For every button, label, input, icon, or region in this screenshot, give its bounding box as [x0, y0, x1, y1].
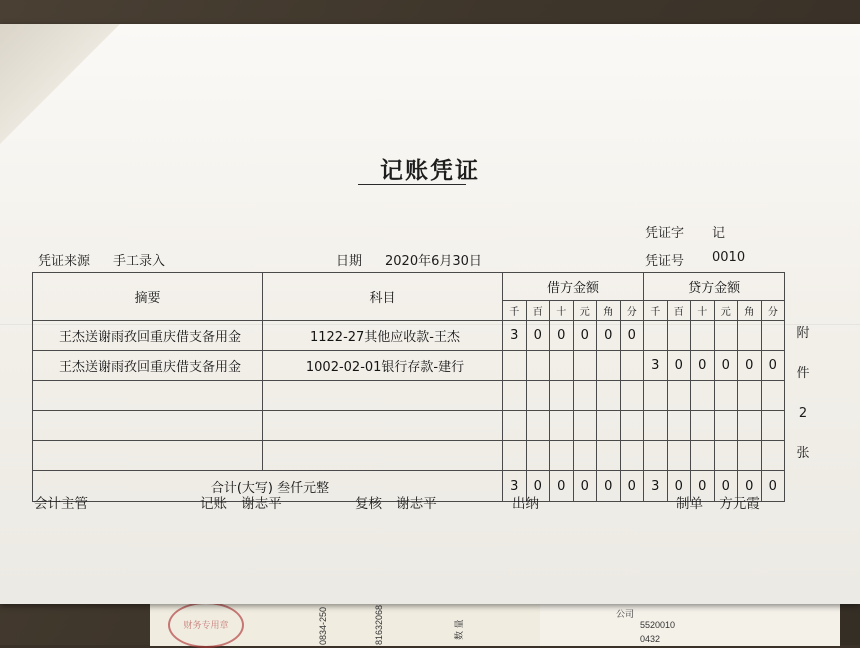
header-summary: 摘要 — [33, 273, 263, 321]
background-text-right-3: 0432 — [640, 634, 661, 644]
cell-credit-digit-8 — [691, 321, 715, 351]
date-value: 2020年6月30日 — [385, 254, 482, 269]
cell-total-debit-digit-6: 3 — [503, 471, 527, 502]
cell-credit-digit-11 — [761, 411, 785, 441]
table-row — [33, 321, 785, 351]
cell-total-credit-digit-11: 0 — [761, 471, 785, 502]
cell-debit-digit-11 — [620, 411, 644, 441]
cell-total-debit-digit-10: 0 — [597, 471, 621, 502]
table-header-row — [33, 273, 785, 301]
cell-total-debit-digit-11: 0 — [620, 471, 644, 502]
cell-debit-digit-6 — [503, 381, 527, 411]
footer-bookkeeper — [200, 492, 282, 512]
background-text-left-3: 数 量 — [454, 619, 464, 640]
table-row — [33, 441, 785, 471]
cell-subject — [263, 381, 503, 411]
cell-credit-digit-9: 0 — [714, 351, 738, 381]
cell-summary: 王杰送谢雨孜回重庆借支备用金 — [33, 321, 263, 351]
footer-bookkeeper-value: 谢志平 — [241, 496, 282, 512]
cell-debit-digit-10 — [597, 351, 621, 381]
cell-debit-digit-7 — [526, 441, 550, 471]
cell-total-credit-digit-7: 0 — [667, 471, 691, 502]
source-value: 手工录入 — [113, 254, 166, 269]
source-label: 凭证来源 — [38, 254, 91, 269]
digit-column-debit-0: 千 — [503, 301, 527, 321]
cell-debit-digit-6 — [503, 411, 527, 441]
cell-total-credit-digit-9: 0 — [714, 471, 738, 502]
header-subject: 科目 — [263, 273, 503, 321]
cell-credit-digit-7: 0 — [667, 351, 691, 381]
cell-credit-digit-9 — [714, 411, 738, 441]
voucher-word-label: 凭证字 — [645, 226, 685, 241]
digit-column-debit-3: 元 — [573, 301, 597, 321]
table-row — [33, 411, 785, 441]
cell-debit-digit-11 — [620, 441, 644, 471]
cell-credit-digit-8 — [691, 411, 715, 441]
cell-credit-digit-9 — [714, 381, 738, 411]
cell-total-debit-digit-8: 0 — [550, 471, 574, 502]
cell-debit-digit-8 — [550, 381, 574, 411]
cell-credit-digit-8: 0 — [691, 351, 715, 381]
cell-debit-digit-8 — [550, 351, 574, 381]
cell-credit-digit-10: 0 — [738, 351, 762, 381]
digit-column-credit-3: 元 — [714, 301, 738, 321]
date-label: 日期 — [336, 254, 363, 269]
voucher-no-label: 凭证号 — [645, 254, 685, 269]
cell-subject: 1122-27其他应收款-王杰 — [263, 321, 503, 351]
attachment-note — [792, 312, 814, 472]
footer-cashier — [512, 492, 539, 512]
voucher-word-value: 记 — [712, 226, 726, 241]
table-row — [33, 351, 785, 381]
cell-debit-digit-9 — [573, 381, 597, 411]
cell-debit-digit-6: 3 — [503, 321, 527, 351]
footer-accountant-chief-label: 会计主管 — [34, 496, 88, 512]
cell-debit-digit-11 — [620, 351, 644, 381]
cell-debit-digit-9 — [573, 351, 597, 381]
footer-reviewer-value: 谢志平 — [396, 496, 437, 512]
cell-debit-digit-9 — [573, 441, 597, 471]
cell-credit-digit-8 — [691, 381, 715, 411]
cell-total-debit-digit-9: 0 — [573, 471, 597, 502]
cell-debit-digit-7: 0 — [526, 321, 550, 351]
digit-column-debit-5: 分 — [620, 301, 644, 321]
cell-credit-digit-10 — [738, 411, 762, 441]
digit-column-credit-1: 百 — [667, 301, 691, 321]
digit-column-credit-5: 分 — [761, 301, 785, 321]
cell-debit-digit-10 — [597, 441, 621, 471]
cell-credit-digit-10 — [738, 381, 762, 411]
attachment-char-2: 2 — [798, 406, 808, 421]
attachment-char-0: 附 — [796, 326, 810, 341]
page-title: 记账凭证 — [380, 158, 480, 184]
cell-credit-digit-7 — [667, 381, 691, 411]
cell-summary — [33, 441, 263, 471]
digit-column-debit-4: 角 — [597, 301, 621, 321]
background-text-left-1: 0834-250 — [318, 606, 328, 645]
cell-credit-digit-9 — [714, 441, 738, 471]
cell-total-label: 合计(大写) 叁仟元整 — [33, 471, 503, 502]
footer-cashier-label: 出纳 — [512, 496, 539, 512]
cell-credit-digit-8 — [691, 441, 715, 471]
footer-reviewer — [355, 492, 437, 512]
cell-credit-digit-7 — [667, 441, 691, 471]
background-text-left-2: 81632068 — [374, 604, 384, 645]
attachment-char-3: 张 — [796, 446, 810, 461]
cell-debit-digit-8: 0 — [550, 321, 574, 351]
cell-debit-digit-6 — [503, 351, 527, 381]
cell-credit-digit-6 — [644, 381, 668, 411]
cell-debit-digit-7 — [526, 411, 550, 441]
footer-accountant-chief — [34, 492, 88, 512]
cell-credit-digit-6 — [644, 321, 668, 351]
voucher-no-value: 0010 — [712, 250, 746, 265]
cell-total-credit-digit-10: 0 — [738, 471, 762, 502]
cell-debit-digit-10: 0 — [597, 321, 621, 351]
digit-column-credit-0: 千 — [644, 301, 668, 321]
cell-debit-digit-6 — [503, 441, 527, 471]
cell-total-debit-digit-7: 0 — [526, 471, 550, 502]
cell-credit-digit-6 — [644, 441, 668, 471]
footer-preparer-label: 制单 — [676, 496, 703, 512]
voucher-table — [32, 272, 785, 502]
cell-debit-digit-8 — [550, 411, 574, 441]
cell-subject — [263, 411, 503, 441]
cell-debit-digit-10 — [597, 411, 621, 441]
cell-debit-digit-11 — [620, 381, 644, 411]
cell-credit-digit-10 — [738, 321, 762, 351]
cell-subject — [263, 441, 503, 471]
cell-credit-digit-11 — [761, 381, 785, 411]
cell-debit-digit-10 — [597, 381, 621, 411]
cell-credit-digit-11 — [761, 321, 785, 351]
cell-credit-digit-6: 3 — [644, 351, 668, 381]
footer-bookkeeper-label: 记账 — [200, 496, 227, 512]
digit-column-debit-1: 百 — [526, 301, 550, 321]
cell-debit-digit-9 — [573, 411, 597, 441]
cell-credit-digit-7 — [667, 411, 691, 441]
cell-debit-digit-8 — [550, 441, 574, 471]
red-seal-stamp: 财务专用章 — [168, 602, 244, 648]
cell-summary: 王杰送谢雨孜回重庆借支备用金 — [33, 351, 263, 381]
cell-credit-digit-11: 0 — [761, 351, 785, 381]
footer-preparer-value: 方元霞 — [719, 496, 760, 512]
digit-column-credit-4: 角 — [738, 301, 762, 321]
table-row — [33, 381, 785, 411]
cell-credit-digit-6 — [644, 411, 668, 441]
footer-preparer — [676, 492, 760, 512]
cell-subject: 1002-02-01银行存款-建行 — [263, 351, 503, 381]
footer-reviewer-label: 复核 — [355, 496, 382, 512]
cell-summary — [33, 381, 263, 411]
cell-total-credit-digit-8: 0 — [691, 471, 715, 502]
voucher-sheet — [0, 24, 860, 604]
cell-summary — [33, 411, 263, 441]
cell-debit-digit-7 — [526, 351, 550, 381]
digit-column-debit-2: 十 — [550, 301, 574, 321]
cell-debit-digit-11: 0 — [620, 321, 644, 351]
background-text-right-2: 5520010 — [640, 620, 676, 630]
cell-debit-digit-7 — [526, 381, 550, 411]
attachment-char-1: 件 — [796, 366, 810, 381]
cell-credit-digit-7 — [667, 321, 691, 351]
header-debit: 借方金额 — [503, 273, 644, 301]
header-credit: 贷方金额 — [644, 273, 785, 301]
title-underline — [358, 184, 466, 185]
digit-column-credit-2: 十 — [691, 301, 715, 321]
cell-debit-digit-9: 0 — [573, 321, 597, 351]
cell-credit-digit-10 — [738, 441, 762, 471]
cell-credit-digit-11 — [761, 441, 785, 471]
cell-credit-digit-9 — [714, 321, 738, 351]
cell-total-credit-digit-6: 3 — [644, 471, 668, 502]
background-text-right-1: 公司 — [616, 609, 635, 619]
